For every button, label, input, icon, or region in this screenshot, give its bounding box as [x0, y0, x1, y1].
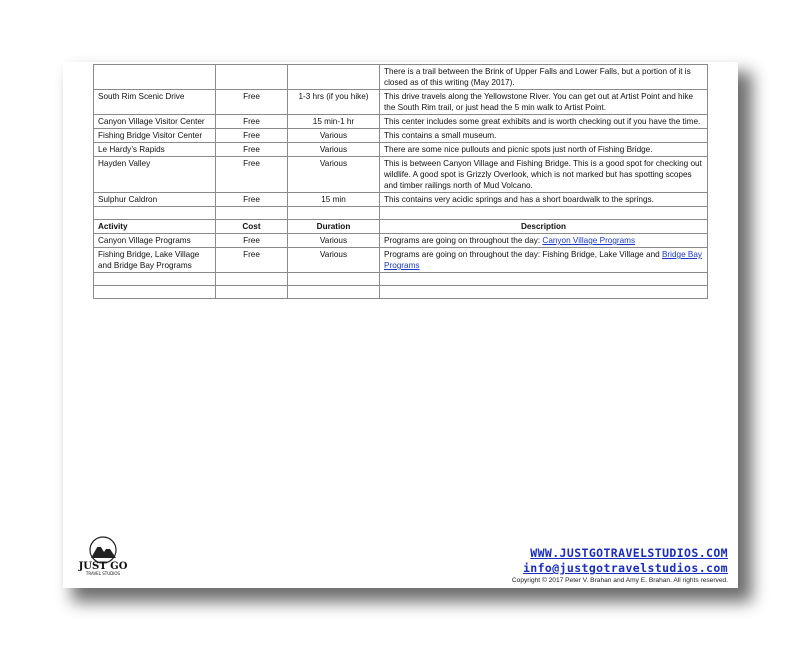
table-row: [94, 248, 708, 273]
activity-cell: Fishing Bridge Visitor Center: [94, 129, 216, 143]
header-description: Description: [380, 220, 708, 234]
empty-row: [94, 207, 708, 220]
table-row: [94, 129, 708, 143]
duration-cell: 15 min-1 hr: [288, 115, 380, 129]
activity-cell: Sulphur Caldron: [94, 193, 216, 207]
email-link[interactable]: info@justgotravelstudios.com: [522, 561, 728, 575]
activity-cell: Le Hardy’s Rapids: [94, 143, 216, 157]
table-row: [94, 143, 708, 157]
duration-cell: Various: [288, 157, 380, 193]
document-page: [63, 62, 738, 588]
description-cell: There are some nice pullouts and picnic spots just north of Fishing Bridge.: [380, 143, 708, 157]
activity-cell: [94, 65, 216, 90]
cost-cell: Free: [216, 157, 288, 193]
duration-cell: [288, 65, 380, 90]
header-cost: Cost: [216, 220, 288, 234]
canyon-village-programs-link[interactable]: Canyon Village Programs: [542, 236, 636, 245]
duration-cell: 1-3 hrs (if you hike): [288, 90, 380, 115]
activity-cell: Canyon Village Programs: [94, 234, 216, 248]
description-cell: This is between Canyon Village and Fishing Bridge. This is a good spot for checking out wildlife. A good spot is Grizzly Overlook, which is not marked but has spotting scopes and timber railings north of Mud Volcano.: [380, 157, 708, 193]
duration-cell: Various: [288, 248, 380, 273]
duration-cell: Various: [288, 143, 380, 157]
description-cell: [380, 248, 708, 273]
description-cell: This contains very acidic springs and has a short boardwalk to the springs.: [380, 193, 708, 207]
activity-cell: Hayden Valley: [94, 157, 216, 193]
table-row: [94, 157, 708, 193]
cost-cell: Free: [216, 90, 288, 115]
table-row: [94, 90, 708, 115]
description-text: Programs are going on throughout the day:: [384, 236, 543, 245]
description-cell: [380, 234, 708, 248]
website-link[interactable]: WWW.JUSTGOTRAVELSTUDIOS.COM: [530, 546, 728, 560]
header-activity: Activity: [94, 220, 216, 234]
description-cell: This drive travels along the Yellowstone River. You can get out at Artist Point and hike the South Rim trail, or just head the 5 min walk to Artist Point.: [380, 90, 708, 115]
duration-cell: 15 min: [288, 193, 380, 207]
table-row: [94, 234, 708, 248]
empty-row: [94, 286, 708, 299]
bridge-bay-programs-link[interactable]: Bridge Bay Programs: [384, 250, 703, 270]
description-text: Programs are going on throughout the day: Fishing Bridge, Lake Village and: [384, 250, 662, 259]
activity-cell: Canyon Village Visitor Center: [94, 115, 216, 129]
logo-subtext: TRAVEL STUDIOS: [85, 571, 121, 576]
description-cell: This contains a small museum.: [380, 129, 708, 143]
cost-cell: Free: [216, 193, 288, 207]
logo-text: JUST GO: [78, 561, 128, 572]
description-cell: There is a trail between the Brink of Upper Falls and Lower Falls, but a portion of it is closed as of this writing (May 2017).: [380, 65, 708, 90]
header-duration: Duration: [288, 220, 380, 234]
cost-cell: [216, 65, 288, 90]
table-row: [94, 65, 708, 90]
activity-cell: South Rim Scenic Drive: [94, 90, 216, 115]
cost-cell: Free: [216, 248, 288, 273]
duration-cell: Various: [288, 234, 380, 248]
table-row: [94, 193, 708, 207]
activities-table: [93, 64, 708, 299]
cost-cell: Free: [216, 143, 288, 157]
cost-cell: Free: [216, 115, 288, 129]
description-cell: This center includes some great exhibits and is worth checking out if you have the time.: [380, 115, 708, 129]
empty-row: [94, 273, 708, 286]
copyright-text: Copyright © 2017 Peter V. Brahan and Amy E. Brahan. All rights reserved.: [511, 577, 728, 584]
table-row: [94, 115, 708, 129]
footer: [512, 546, 728, 584]
cost-cell: Free: [216, 129, 288, 143]
activity-cell: Fishing Bridge, Lake Village and Bridge Bay Programs: [94, 248, 216, 273]
table-header-row: [94, 220, 708, 234]
just-go-logo: [73, 534, 133, 576]
cost-cell: Free: [216, 234, 288, 248]
duration-cell: Various: [288, 129, 380, 143]
